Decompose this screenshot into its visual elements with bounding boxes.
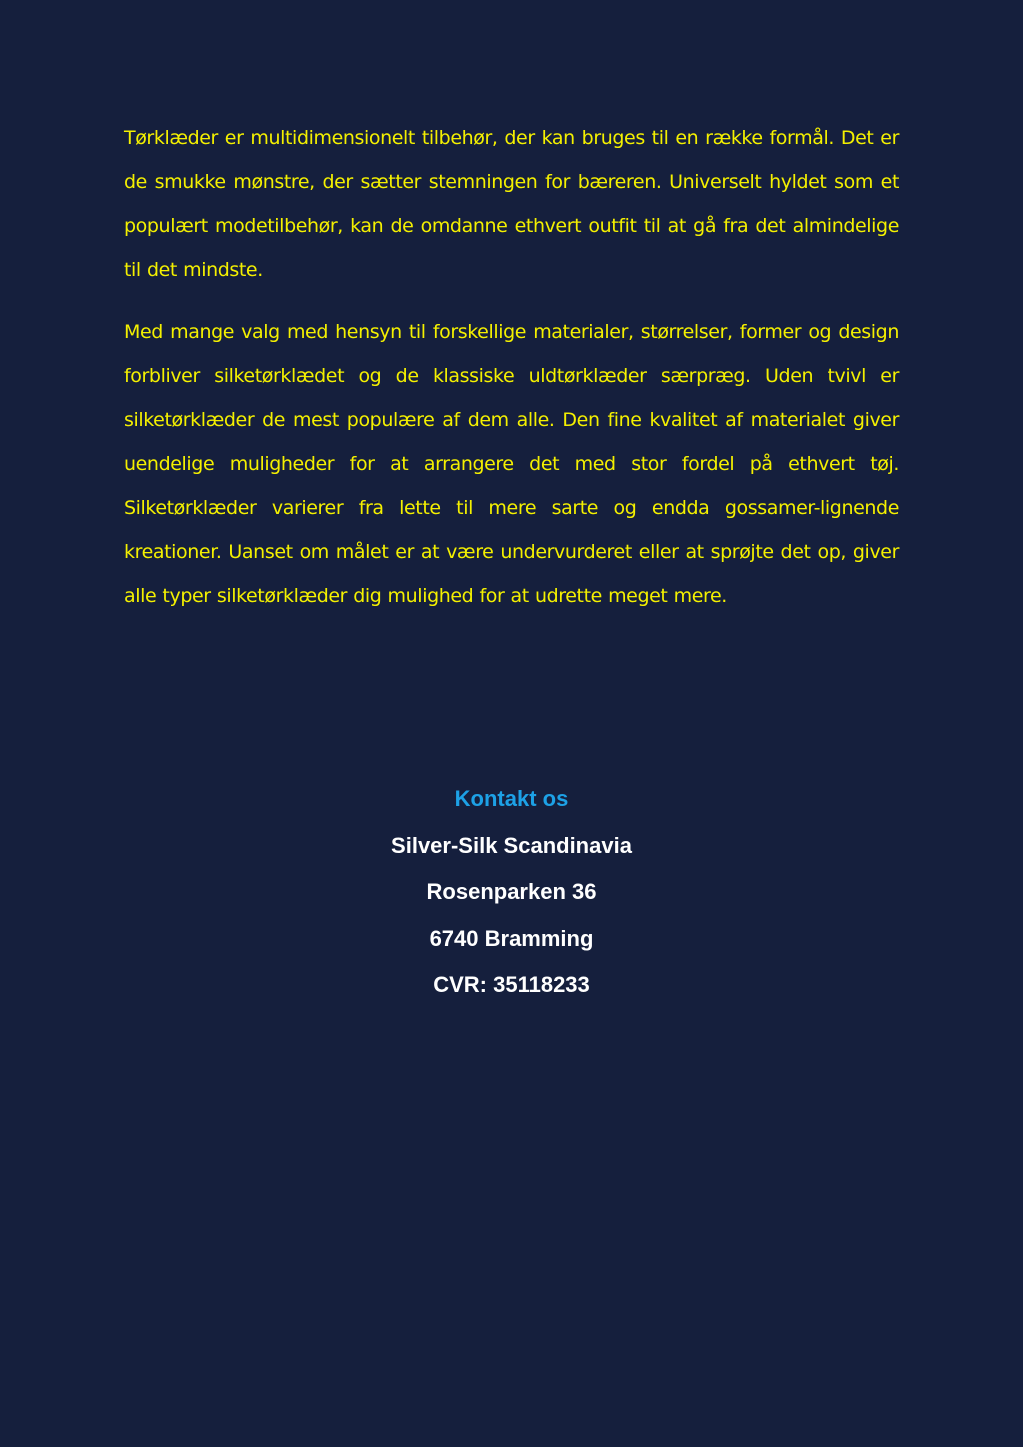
contact-block [0,776,1023,1009]
cvr-number: CVR: 35118233 [433,972,590,997]
company-name: Silver-Silk Scandinavia [391,832,632,858]
postal-city: 6740 Bramming [429,925,594,951]
body-paragraph-2: Med mange valg med hensyn til forskellige materialer, størrelser, former og design forbliver silketørklædet og de klassiske uldtørklæder særpræg. Uden tvivl er silketørklæder de mest populære af dem alle. Den fine kvalitet af materialet giver uendelige muligheder for at arrangere det med stor fordel på ethvert tøj. Silketørklæder varierer fra lette til mere sarte og endda gossamer-lignende kreationer. Uanset om målet er at være undervurderet eller at sprøjte det op, giver alle typer silketørklæder dig mulighed for at udrette meget mere. [124,321,899,607]
street-address: Rosenparken 36 [426,879,597,904]
contact-heading: Kontakt os [454,786,569,811]
body-paragraph-1: Tørklæder er multidimensionelt tilbehør, der kan bruges til en række formål. Det er de smukke mønstre, der sætter stemningen for bæreren. Universelt hyldet som et populært modetilbehør, kan de omdanne ethvert outfit til at gå fra det almindelige til det mindste. [124,127,899,281]
